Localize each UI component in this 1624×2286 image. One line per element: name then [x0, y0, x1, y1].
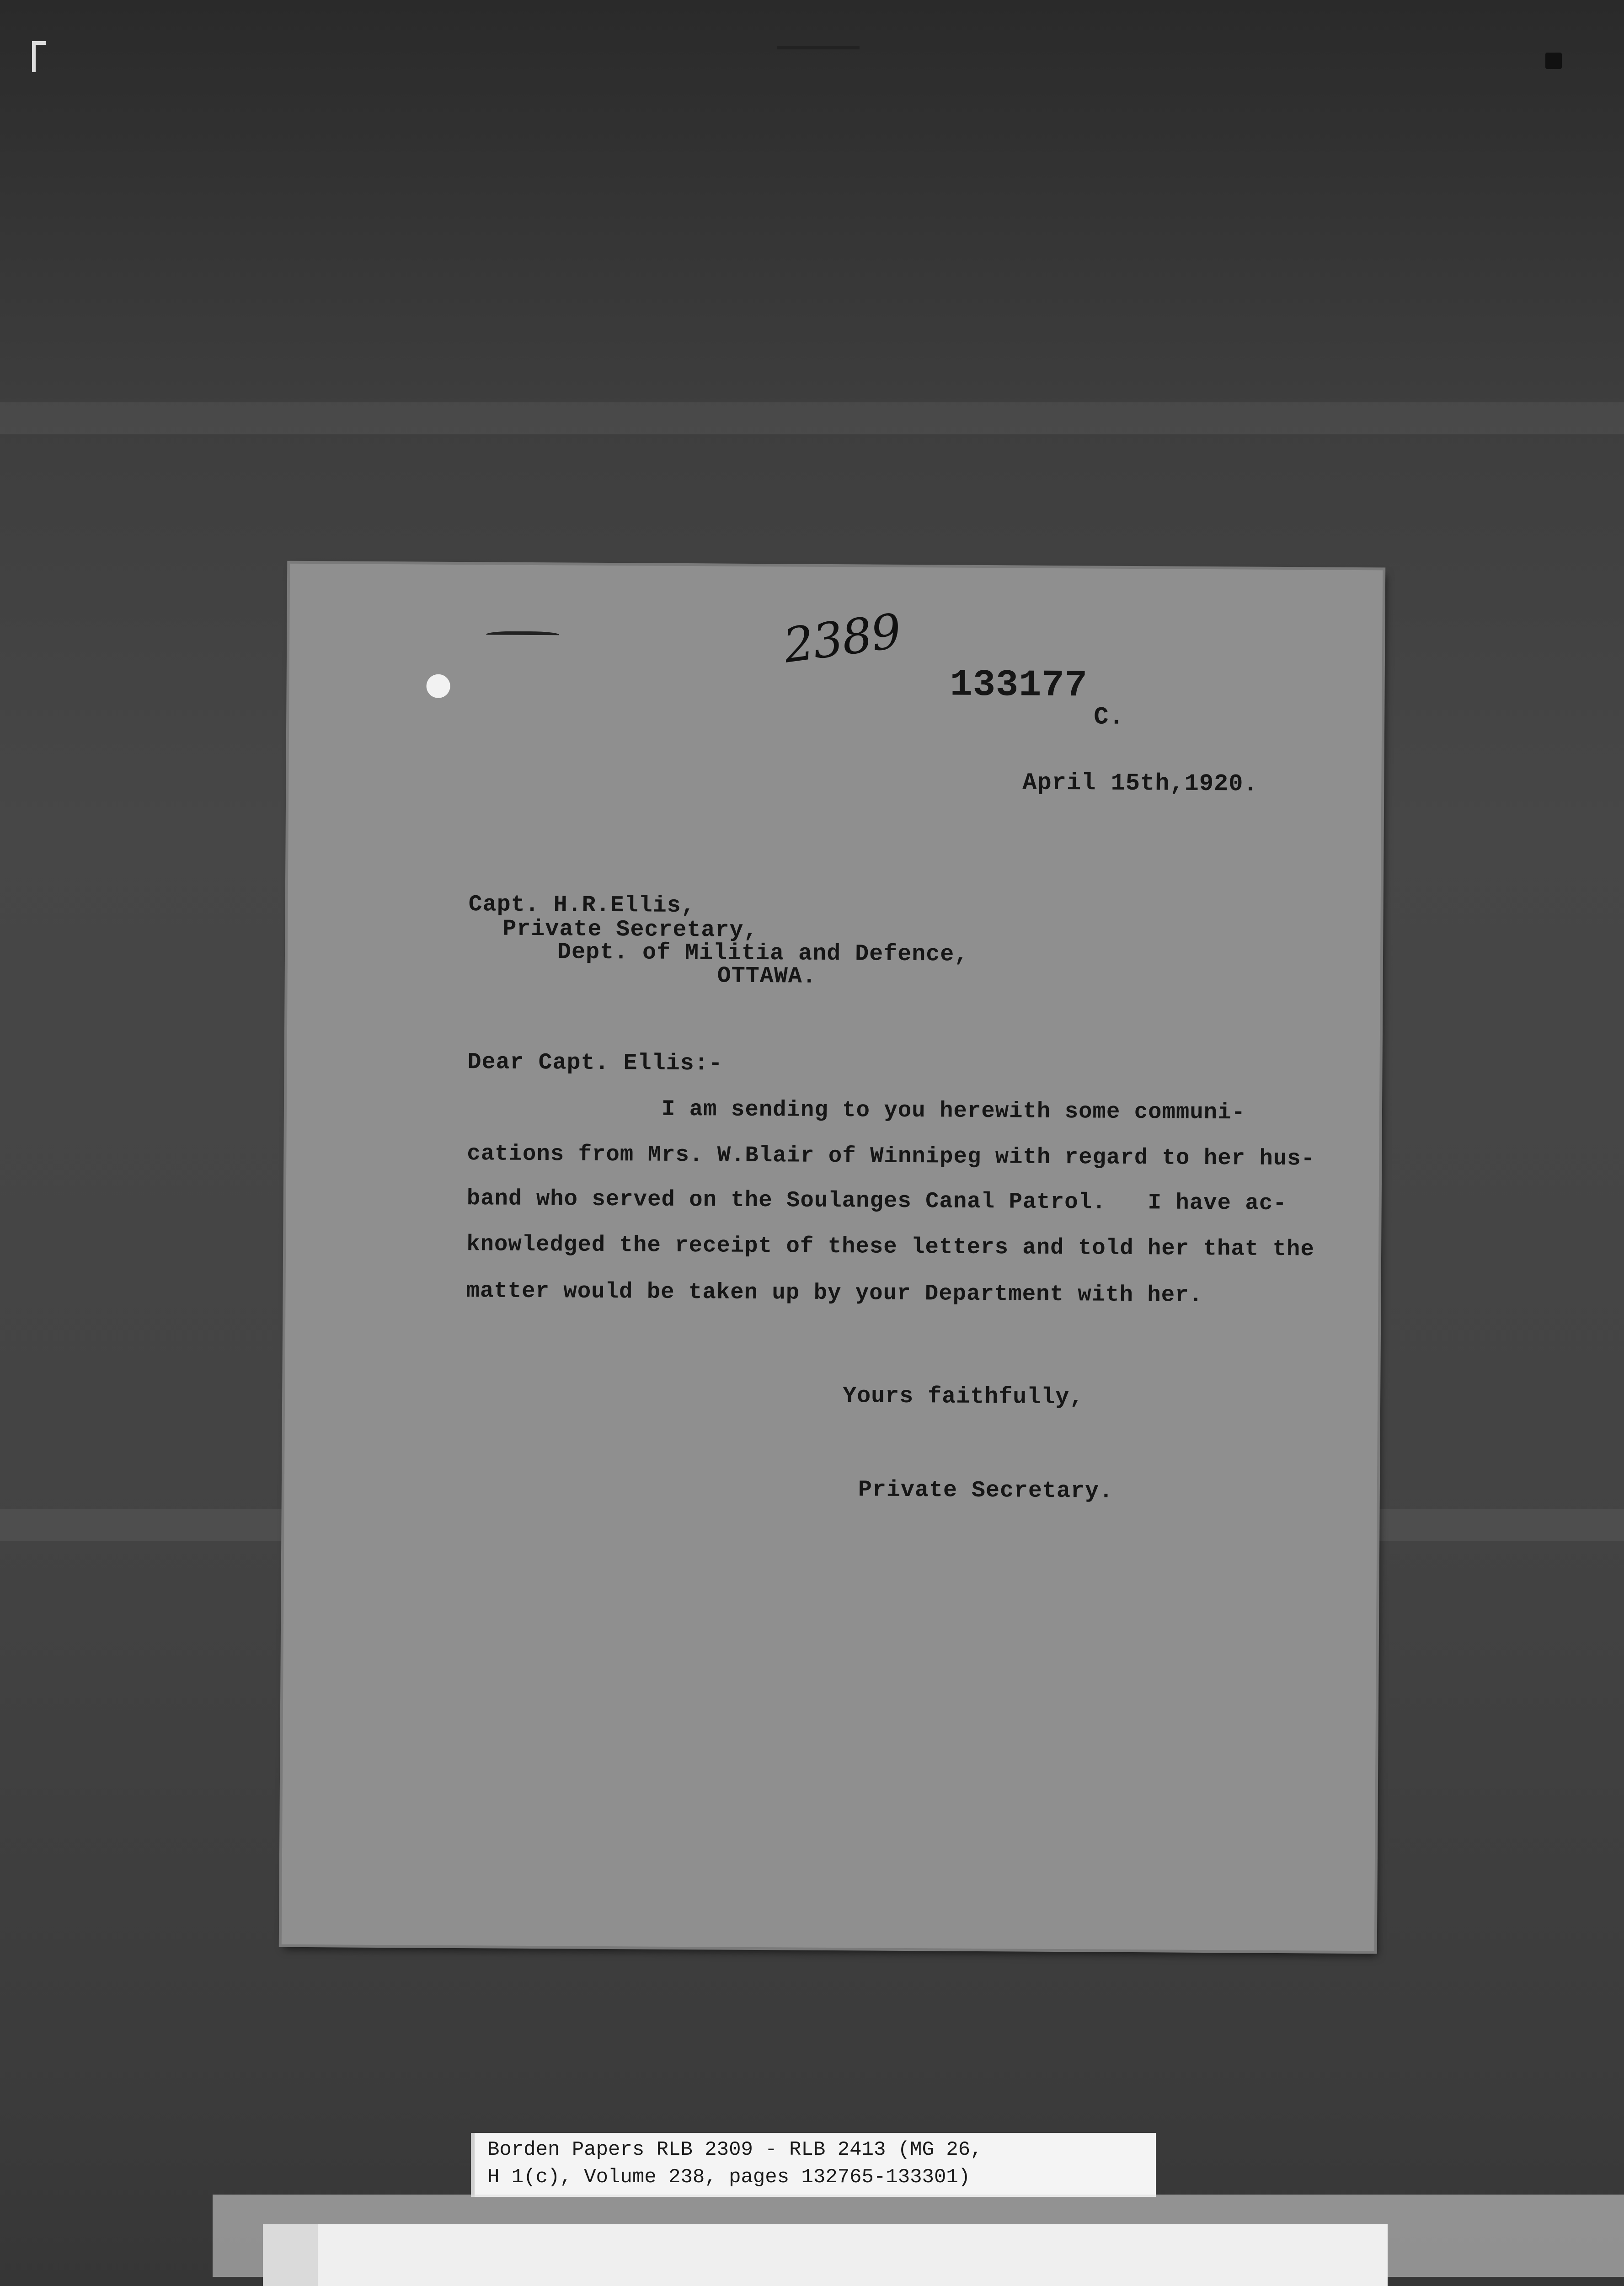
- pen-mark: [486, 631, 559, 640]
- closing: Yours faithfully,: [842, 1383, 1084, 1411]
- signature-title: Private Secretary.: [858, 1477, 1114, 1505]
- card-edge: [263, 2224, 318, 2286]
- letter-date: April 15th,1920.: [1022, 769, 1258, 798]
- reference-label: [471, 2133, 1156, 2197]
- letter-sheet: [282, 564, 1383, 1951]
- frame-top-mark: [777, 46, 860, 49]
- salutation: Dear Capt. Ellis:-: [467, 1049, 723, 1077]
- document-code: C.: [1094, 703, 1125, 732]
- handwritten-number: 2389: [780, 603, 904, 674]
- recipient-name: Capt. H.R.Ellis,: [468, 892, 695, 919]
- punch-hole: [426, 674, 450, 698]
- reference-line: H 1(c), Volume 238, pages 132765-133301): [487, 2166, 971, 2189]
- body-line: I am sending to you herewith some communi-: [661, 1096, 1246, 1126]
- body-line: knowledged the receipt of these letters and told her that the: [466, 1231, 1315, 1262]
- film-band: [0, 402, 1624, 434]
- body-line: cations from Mrs. W.Blair of Winnipeg with regard to her hus-: [467, 1141, 1315, 1172]
- document-number: 133177: [950, 663, 1088, 707]
- recipient-city: OTTAWA.: [717, 963, 817, 990]
- archives-card: [263, 2224, 1388, 2286]
- frame-corner-mark: [32, 41, 46, 72]
- body-line: band who served on the Soulanges Canal Patrol. I have ac-: [466, 1186, 1287, 1217]
- body-line: matter would be taken up by your Department with her.: [466, 1278, 1203, 1308]
- frame-dot-mark: [1545, 53, 1562, 69]
- reference-line: Borden Papers RLB 2309 - RLB 2413 (MG 26,: [487, 2138, 983, 2161]
- recipient-department: Dept. of Militia and Defence,: [557, 939, 969, 968]
- recipient-title: Private Secretary,: [502, 916, 758, 944]
